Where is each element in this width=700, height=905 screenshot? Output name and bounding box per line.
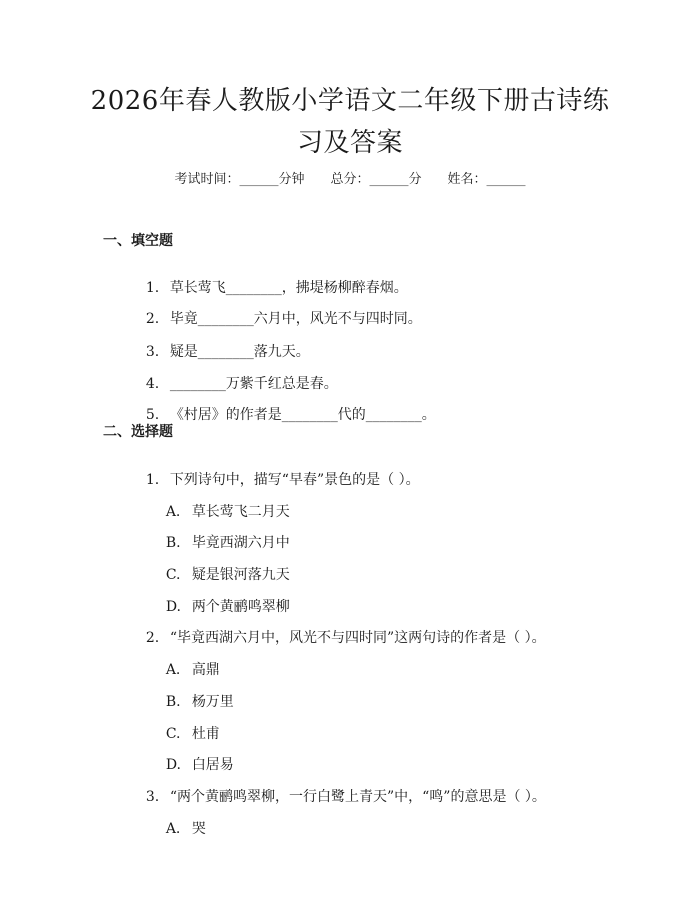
option-text: 疑是银河落九天 <box>191 567 290 583</box>
option-letter: C. <box>165 567 181 583</box>
option-letter: D. <box>165 757 181 773</box>
option-letter: C. <box>165 726 181 742</box>
question-text: “两个黄鹂鸣翠柳，一行白鹭上青天”中，“鸣”的意思是（ ）。 <box>169 789 546 805</box>
question-number: 2. <box>145 311 160 327</box>
question-text: 毕竟________六月中，风光不与四时同。 <box>169 311 422 327</box>
option-text: 杨万里 <box>191 694 234 710</box>
question-text: ________万紫千红总是春。 <box>169 376 338 392</box>
option-letter: A. <box>165 504 181 520</box>
option-text: 草长莺飞二月天 <box>191 504 290 520</box>
question-number: 3. <box>145 344 160 360</box>
answer-option <box>148 802 206 854</box>
option-text: 毕竟西湖六月中 <box>191 535 290 551</box>
option-text: 高鼎 <box>191 662 220 678</box>
question-number: 1. <box>145 280 160 296</box>
option-text: 哭 <box>191 821 206 837</box>
question-number: 1. <box>145 472 160 488</box>
option-text: 两个黄鹂鸣翠柳 <box>191 599 290 615</box>
option-letter: A. <box>165 821 181 837</box>
exam-meta-line: 考试时间：______分钟 总分：______分 姓名：______ <box>174 172 526 187</box>
option-letter: B. <box>165 535 181 551</box>
option-letter: A. <box>165 662 181 678</box>
section-heading-fill-blank: 一、填空题 <box>103 233 173 249</box>
question-item <box>128 388 436 440</box>
question-text: “毕竟西湖六月中，风光不与四时同”这两句诗的作者是（ ）。 <box>169 630 546 646</box>
section-heading-multiple-choice: 二、选择题 <box>103 424 173 440</box>
option-letter: D. <box>165 599 181 615</box>
question-text: 疑是________落九天。 <box>169 344 310 360</box>
question-text: 草长莺飞________，拂堤杨柳醉春烟。 <box>169 280 408 296</box>
question-text: 下列诗句中，描写“早春”景色的是（ ）。 <box>169 472 420 488</box>
page-title: 2026年春人教版小学语文二年级下册古诗练习及答案 <box>90 86 610 158</box>
option-letter: B. <box>165 694 181 710</box>
question-number: 2. <box>145 630 160 646</box>
option-text: 杜甫 <box>191 726 220 742</box>
question-number: 3. <box>145 789 160 805</box>
question-text: 《村居》的作者是________代的________。 <box>169 407 436 423</box>
question-number: 4. <box>145 376 160 392</box>
question-number: 5. <box>145 407 160 423</box>
option-text: 白居易 <box>191 757 234 773</box>
